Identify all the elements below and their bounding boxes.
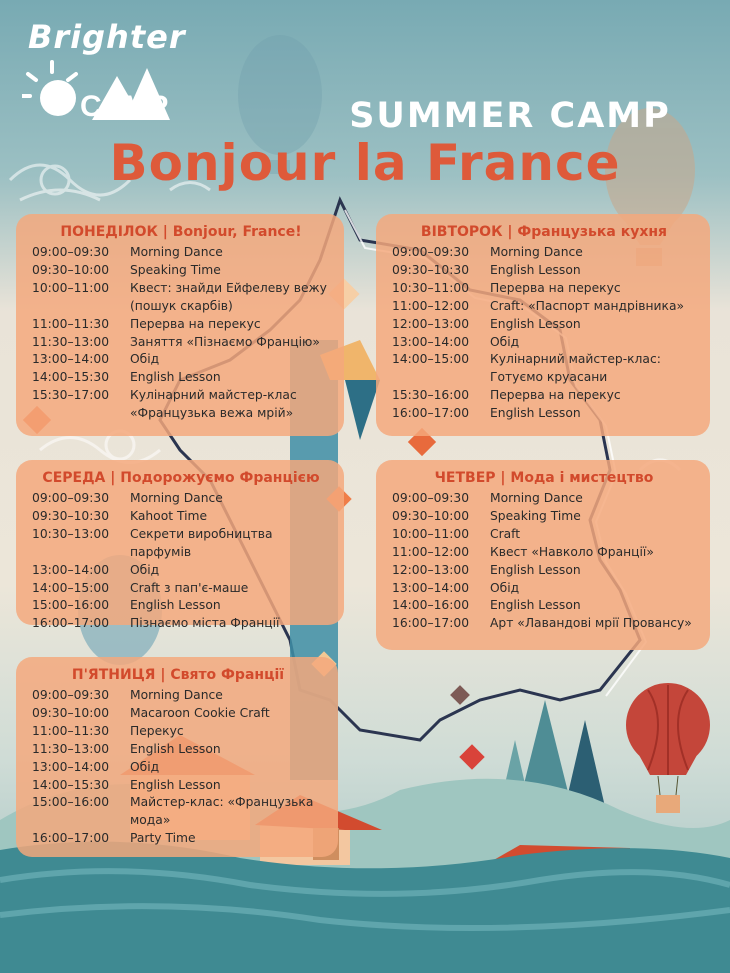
schedule-row bbox=[392, 351, 696, 387]
schedule-row bbox=[32, 580, 330, 598]
schedule-activity: Перерва на перекус bbox=[490, 280, 621, 295]
schedule-activity: Party Time bbox=[130, 831, 196, 846]
logo-mark-text: CAMP bbox=[80, 90, 169, 123]
schedule-time: 11:00–11:30 bbox=[32, 723, 110, 738]
schedule-activity: Кулінарний майстер-клас «Французька вежа мрій» bbox=[130, 388, 297, 421]
schedule-row bbox=[32, 759, 324, 777]
schedule-time: 16:00–17:00 bbox=[32, 616, 110, 631]
schedule-row bbox=[392, 615, 696, 633]
schedule-time: 09:30–10:00 bbox=[392, 508, 470, 523]
day-card-wednesday bbox=[16, 460, 344, 631]
schedule-row bbox=[392, 280, 696, 298]
schedule-time: 13:00–14:00 bbox=[32, 352, 110, 367]
schedule-row bbox=[32, 777, 324, 795]
schedule-activity: English Lesson bbox=[490, 262, 581, 277]
schedule-row bbox=[392, 334, 696, 352]
schedule-time: 09:00–09:30 bbox=[32, 245, 110, 259]
schedule-row bbox=[32, 794, 324, 830]
schedule-time: 09:00–09:30 bbox=[32, 688, 110, 702]
schedule-activity: English Lesson bbox=[490, 316, 581, 331]
schedule-time: 09:30–10:00 bbox=[32, 705, 110, 720]
logo-text: Brighter bbox=[28, 18, 186, 56]
schedule-time: 13:00–14:00 bbox=[32, 562, 110, 577]
schedule-time: 11:30–13:00 bbox=[32, 741, 110, 756]
schedule-row bbox=[32, 615, 330, 633]
schedule-activity: Обід bbox=[130, 352, 160, 367]
schedule-activity: Квест: знайди Ейфелеву вежу (пошук скарбів) bbox=[130, 280, 327, 313]
schedule-activity: Morning Dance bbox=[130, 491, 223, 505]
schedule-activity: Speaking Time bbox=[130, 262, 221, 277]
schedule-row bbox=[32, 369, 330, 387]
schedule-row bbox=[32, 244, 330, 262]
schedule-time: 09:00–09:30 bbox=[392, 491, 470, 505]
day-title: СЕРЕДА | Подорожуємо Францією bbox=[42, 470, 320, 486]
schedule-time: 10:30–11:00 bbox=[392, 280, 470, 295]
schedule-row bbox=[32, 280, 330, 316]
schedule-time: 10:30–13:00 bbox=[32, 526, 110, 541]
schedule-row bbox=[392, 597, 696, 615]
schedule-activity: Morning Dance bbox=[490, 491, 583, 505]
schedule-row bbox=[392, 526, 696, 544]
schedule-activity: Кулінарний майстер-клас: Готуємо круасани bbox=[490, 352, 661, 385]
schedule-row bbox=[32, 597, 330, 615]
schedule-row bbox=[32, 508, 330, 526]
schedule-time: 10:00–11:00 bbox=[32, 280, 110, 295]
schedule-row bbox=[32, 387, 330, 423]
schedule-row bbox=[32, 830, 324, 848]
schedule-row bbox=[392, 405, 696, 423]
schedule-time: 11:00–12:00 bbox=[392, 544, 470, 559]
schedule-time: 09:00–09:30 bbox=[32, 491, 110, 505]
schedule-time: 14:00–15:30 bbox=[32, 370, 110, 385]
schedule-row bbox=[32, 316, 330, 334]
schedule-row bbox=[32, 562, 330, 580]
schedule-time: 14:00–15:00 bbox=[392, 352, 470, 367]
schedule-row bbox=[392, 562, 696, 580]
page-title: Bonjour la France bbox=[109, 134, 621, 192]
schedule-activity: Morning Dance bbox=[130, 688, 223, 702]
schedule-row bbox=[392, 508, 696, 526]
schedule-row bbox=[392, 298, 696, 316]
day-title: ВІВТОРОК | Французька кухня bbox=[420, 224, 668, 240]
schedule-activity: English Lesson bbox=[130, 370, 221, 385]
schedule-activity: English Lesson bbox=[490, 562, 581, 577]
day-card-tuesday bbox=[376, 214, 710, 436]
schedule-activity: English Lesson bbox=[130, 598, 221, 613]
hot-air-balloon-icon bbox=[626, 683, 710, 813]
schedule-activity: Перерва на перекус bbox=[490, 388, 621, 403]
schedule-activity: Секрети виробництва парфумів bbox=[130, 526, 273, 559]
day-card-friday bbox=[16, 657, 338, 857]
schedule-activity: Macaroon Cookie Craft bbox=[130, 705, 270, 720]
schedule-activity: English Lesson bbox=[130, 777, 221, 792]
schedule-row bbox=[32, 705, 324, 723]
schedule-time: 09:00–09:30 bbox=[392, 245, 470, 259]
schedule-activity: Обід bbox=[130, 759, 160, 774]
schedule-time: 14:00–16:00 bbox=[392, 598, 470, 613]
schedule-time: 15:30–17:00 bbox=[32, 388, 110, 403]
schedule-time: 13:00–14:00 bbox=[392, 580, 470, 595]
schedule-row bbox=[392, 580, 696, 598]
schedule-activity: Перерва на перекус bbox=[130, 316, 261, 331]
schedule-time: 14:00–15:00 bbox=[32, 580, 110, 595]
day-title: ЧЕТВЕР | Мода і мистецтво bbox=[434, 470, 654, 486]
schedule-activity: Craft bbox=[490, 526, 521, 541]
schedule-activity: Craft: «Паспорт мандрівника» bbox=[490, 298, 685, 313]
schedule-activity: Перекус bbox=[130, 723, 184, 738]
schedule-time: 12:00–13:00 bbox=[392, 316, 470, 331]
schedule-activity: Обід bbox=[130, 562, 160, 577]
schedule-time: 09:30–10:00 bbox=[32, 262, 110, 277]
schedule-row bbox=[392, 244, 696, 262]
schedule-activity: Квест «Навколо Франції» bbox=[490, 544, 654, 559]
schedule-row bbox=[392, 544, 696, 562]
schedule-time: 09:30–10:30 bbox=[32, 508, 110, 523]
day-title: П'ЯТНИЦЯ | Свято Франції bbox=[71, 667, 285, 683]
schedule-row bbox=[32, 526, 330, 562]
schedule-time: 16:00–17:00 bbox=[392, 616, 470, 631]
schedule-time: 16:00–17:00 bbox=[392, 406, 470, 421]
schedule-row bbox=[32, 741, 324, 759]
schedule-activity: Обід bbox=[490, 334, 520, 349]
schedule-time: 16:00–17:00 bbox=[32, 831, 110, 846]
schedule-row bbox=[32, 723, 324, 741]
schedule-activity: English Lesson bbox=[490, 406, 581, 421]
schedule-row bbox=[32, 334, 330, 352]
schedule-activity: Craft з пап'є-маше bbox=[130, 580, 249, 595]
schedule-time: 15:00–16:00 bbox=[32, 598, 110, 613]
schedule-time: 14:00–15:30 bbox=[32, 777, 110, 792]
day-card-thursday bbox=[376, 460, 710, 650]
schedule-activity: Morning Dance bbox=[490, 245, 583, 259]
schedule-time: 15:00–16:00 bbox=[32, 795, 110, 810]
schedule-activity: Обід bbox=[490, 580, 520, 595]
schedule-row bbox=[392, 490, 696, 508]
schedule-row bbox=[392, 387, 696, 405]
schedule-time: 11:30–13:00 bbox=[32, 334, 110, 349]
schedule-row bbox=[392, 262, 696, 280]
schedule-activity: Speaking Time bbox=[490, 508, 581, 523]
schedule-activity: Пізнаємо міста Франції bbox=[130, 616, 280, 631]
schedule-activity: Арт «Лавандові мрії Провансу» bbox=[490, 616, 692, 631]
schedule-activity: Заняття «Пізнаємо Францію» bbox=[130, 334, 320, 349]
schedule-row bbox=[32, 687, 324, 705]
schedule-time: 10:00–11:00 bbox=[392, 526, 470, 541]
schedule-time: 15:30–16:00 bbox=[392, 388, 470, 403]
schedule-activity: English Lesson bbox=[490, 598, 581, 613]
schedule-row bbox=[32, 490, 330, 508]
schedule-time: 11:00–12:00 bbox=[392, 298, 470, 313]
subtitle: SUMMER CAMP bbox=[349, 96, 671, 136]
schedule-activity: Майстер-клас: «Французька мода» bbox=[130, 795, 314, 828]
schedule-time: 09:30–10:30 bbox=[392, 262, 470, 277]
schedule-time: 11:00–11:30 bbox=[32, 316, 110, 331]
schedule-activity: English Lesson bbox=[130, 741, 221, 756]
day-card-monday bbox=[16, 214, 344, 436]
schedule-time: 12:00–13:00 bbox=[392, 562, 470, 577]
schedule-time: 13:00–14:00 bbox=[392, 334, 470, 349]
schedule-row bbox=[32, 351, 330, 369]
schedule-row bbox=[32, 262, 330, 280]
schedule-row bbox=[392, 316, 696, 334]
schedule-time: 13:00–14:00 bbox=[32, 759, 110, 774]
schedule-activity: Morning Dance bbox=[130, 245, 223, 259]
schedule-activity: Kahoot Time bbox=[130, 508, 208, 523]
day-title: ПОНЕДІЛОК | Bonjour, France! bbox=[60, 224, 302, 240]
